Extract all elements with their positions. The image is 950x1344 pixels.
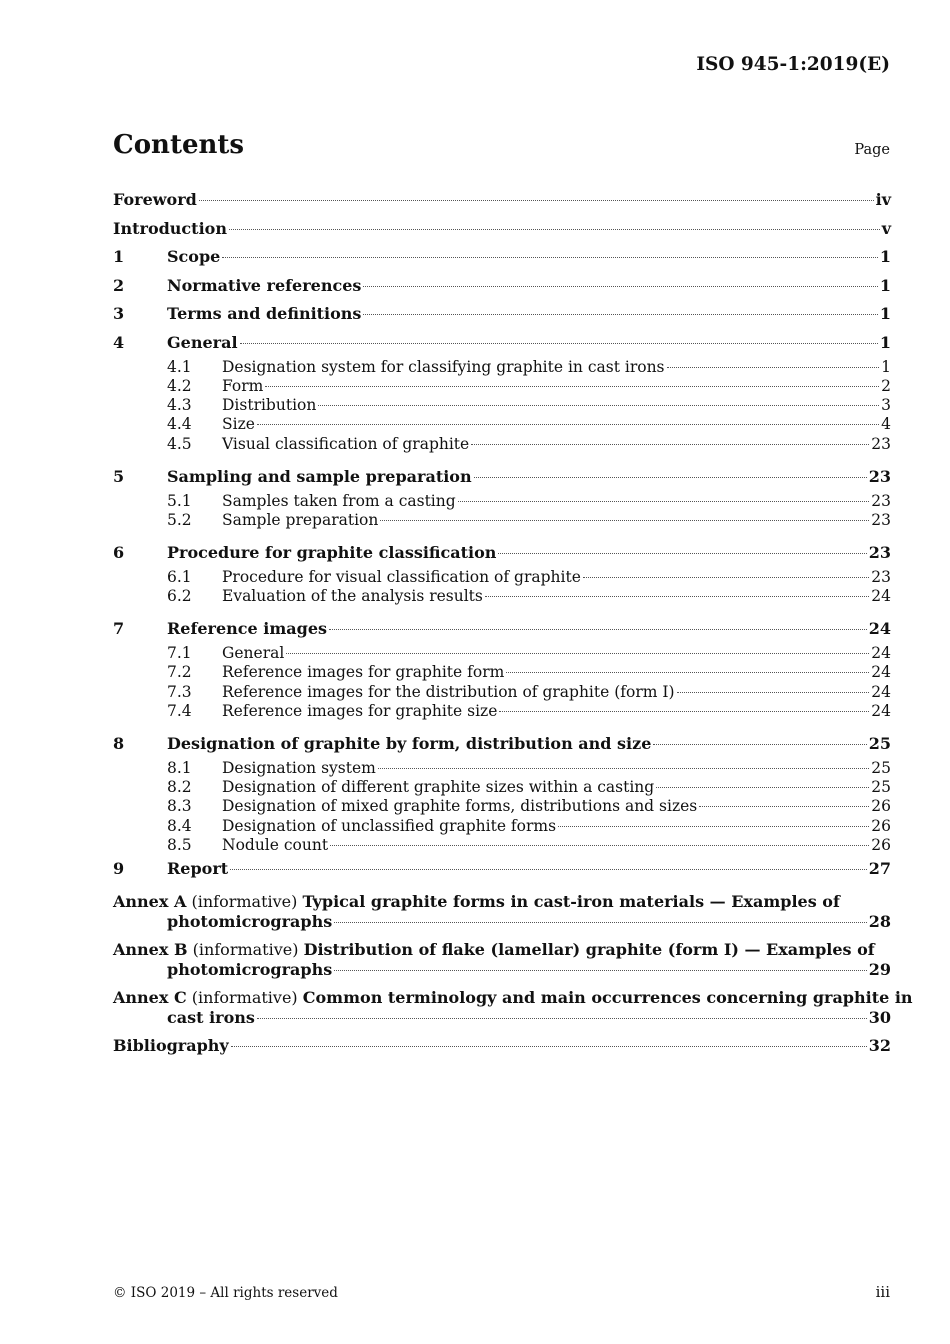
toc-entry-subsection[interactable]: 7.2 Reference images for graphite form 24: [167, 663, 891, 682]
leader-dots: [499, 710, 869, 712]
leader-dots: [286, 652, 869, 654]
copyright-notice: © ISO 2019 – All rights reserved: [113, 1285, 338, 1301]
leader-dots: [378, 767, 869, 769]
leader-dots: [257, 1017, 867, 1019]
toc-entry-subsection[interactable]: 4.1 Designation system for classifying graphite in cast irons 1: [167, 357, 891, 376]
toc-entry-subsection[interactable]: 8.5 Nodule count 26: [167, 835, 891, 854]
leader-dots: [699, 805, 869, 807]
toc-entry-annex-a[interactable]: Annex A (informative) Typical graphite forms in cast-iron materials — Examples of photomicrographs 28: [113, 891, 891, 931]
toc-entry-subsection[interactable]: 6.2 Evaluation of the analysis results 24: [167, 587, 891, 606]
leader-dots: [229, 228, 880, 230]
contents-title: Contents: [113, 130, 245, 160]
toc-entry-subsection[interactable]: 7.4 Reference images for graphite size 24: [167, 701, 891, 720]
toc-entry-subsection[interactable]: 7.1 General 24: [167, 644, 891, 663]
toc-entry-annex-b[interactable]: Annex B (informative) Distribution of flake (lamellar) graphite (form I) — Examples of photomicrographs 29: [113, 939, 891, 979]
leader-dots: [222, 256, 878, 258]
leader-dots: [240, 342, 878, 344]
toc-entry-subsection[interactable]: 4.3 Distribution 3: [167, 396, 891, 415]
leader-dots: [318, 404, 879, 406]
toc-entry-subsection[interactable]: 8.3 Designation of mixed graphite forms, distributions and sizes 26: [167, 797, 891, 816]
leader-dots: [656, 786, 869, 788]
leader-dots: [380, 519, 869, 521]
leader-dots: [334, 921, 867, 923]
leader-dots: [677, 691, 870, 693]
toc-entry-subsection[interactable]: 4.5 Visual classification of graphite 23: [167, 434, 891, 453]
toc-entry-subsection[interactable]: 7.3 Reference images for the distribution of graphite (form I) 24: [167, 682, 891, 701]
leader-dots: [474, 476, 867, 478]
page-column-heading: Page: [854, 142, 890, 158]
leader-dots: [498, 552, 866, 554]
toc-entry-introduction[interactable]: Introduction v: [113, 218, 891, 238]
toc-entry-subsection[interactable]: 4.2 Form 2: [167, 376, 891, 395]
leader-dots: [230, 868, 867, 870]
toc-entry-subsection[interactable]: 8.4 Designation of unclassified graphite forms 26: [167, 816, 891, 835]
leader-dots: [363, 285, 877, 287]
leader-dots: [653, 743, 866, 745]
toc-entry-subsection[interactable]: 5.2 Sample preparation 23: [167, 510, 891, 529]
toc-entry-subsection[interactable]: 4.4 Size 4: [167, 415, 891, 434]
toc-entry-bibliography[interactable]: Bibliography 32: [113, 1035, 891, 1055]
toc-entry-subsection[interactable]: 8.2 Designation of different graphite sizes within a casting 25: [167, 778, 891, 797]
leader-dots: [257, 423, 879, 425]
leader-dots: [667, 366, 880, 368]
leader-dots: [485, 595, 869, 597]
leader-dots: [558, 825, 869, 827]
toc-entry-foreword[interactable]: Foreword iv: [113, 190, 891, 209]
leader-dots: [334, 969, 867, 971]
toc-entry-section[interactable]: 8 Designation of graphite by form, distribution and size 25: [113, 734, 891, 754]
leader-dots: [231, 1045, 867, 1047]
toc-entry-section[interactable]: 9 Report 27: [113, 859, 891, 879]
document-id: ISO 945-1:2019(E): [696, 54, 890, 75]
leader-dots: [329, 628, 867, 630]
toc-entry-annex-c[interactable]: Annex C (informative) Common terminology and main occurrences concerning graphite in cast irons 30: [113, 987, 913, 1027]
leader-dots: [265, 385, 879, 387]
toc-entry-section[interactable]: 7 Reference images 24: [113, 619, 891, 639]
toc-entry-subsection[interactable]: 5.1 Samples taken from a casting 23: [167, 491, 891, 510]
toc-entry-subsection[interactable]: 8.1 Designation system 25: [167, 758, 891, 777]
toc-entry-subsection[interactable]: 6.1 Procedure for visual classification of graphite 23: [167, 567, 891, 586]
page-number: iii: [875, 1283, 890, 1301]
toc-entry-section[interactable]: 2 Normative references 1: [113, 275, 891, 295]
table-of-contents: [113, 186, 913, 1060]
leader-dots: [583, 576, 869, 578]
toc-entry-section[interactable]: 4 General 1: [113, 332, 891, 352]
leader-dots: [199, 199, 874, 201]
toc-entry-section[interactable]: 6 Procedure for graphite classification 23: [113, 543, 891, 563]
leader-dots: [330, 844, 869, 846]
toc-entry-section[interactable]: 1 Scope 1: [113, 247, 891, 267]
leader-dots: [363, 313, 877, 315]
leader-dots: [471, 443, 869, 445]
toc-entry-section[interactable]: 5 Sampling and sample preparation 23: [113, 467, 891, 487]
leader-dots: [506, 671, 869, 673]
leader-dots: [458, 500, 870, 502]
toc-entry-section[interactable]: 3 Terms and definitions 1: [113, 304, 891, 324]
